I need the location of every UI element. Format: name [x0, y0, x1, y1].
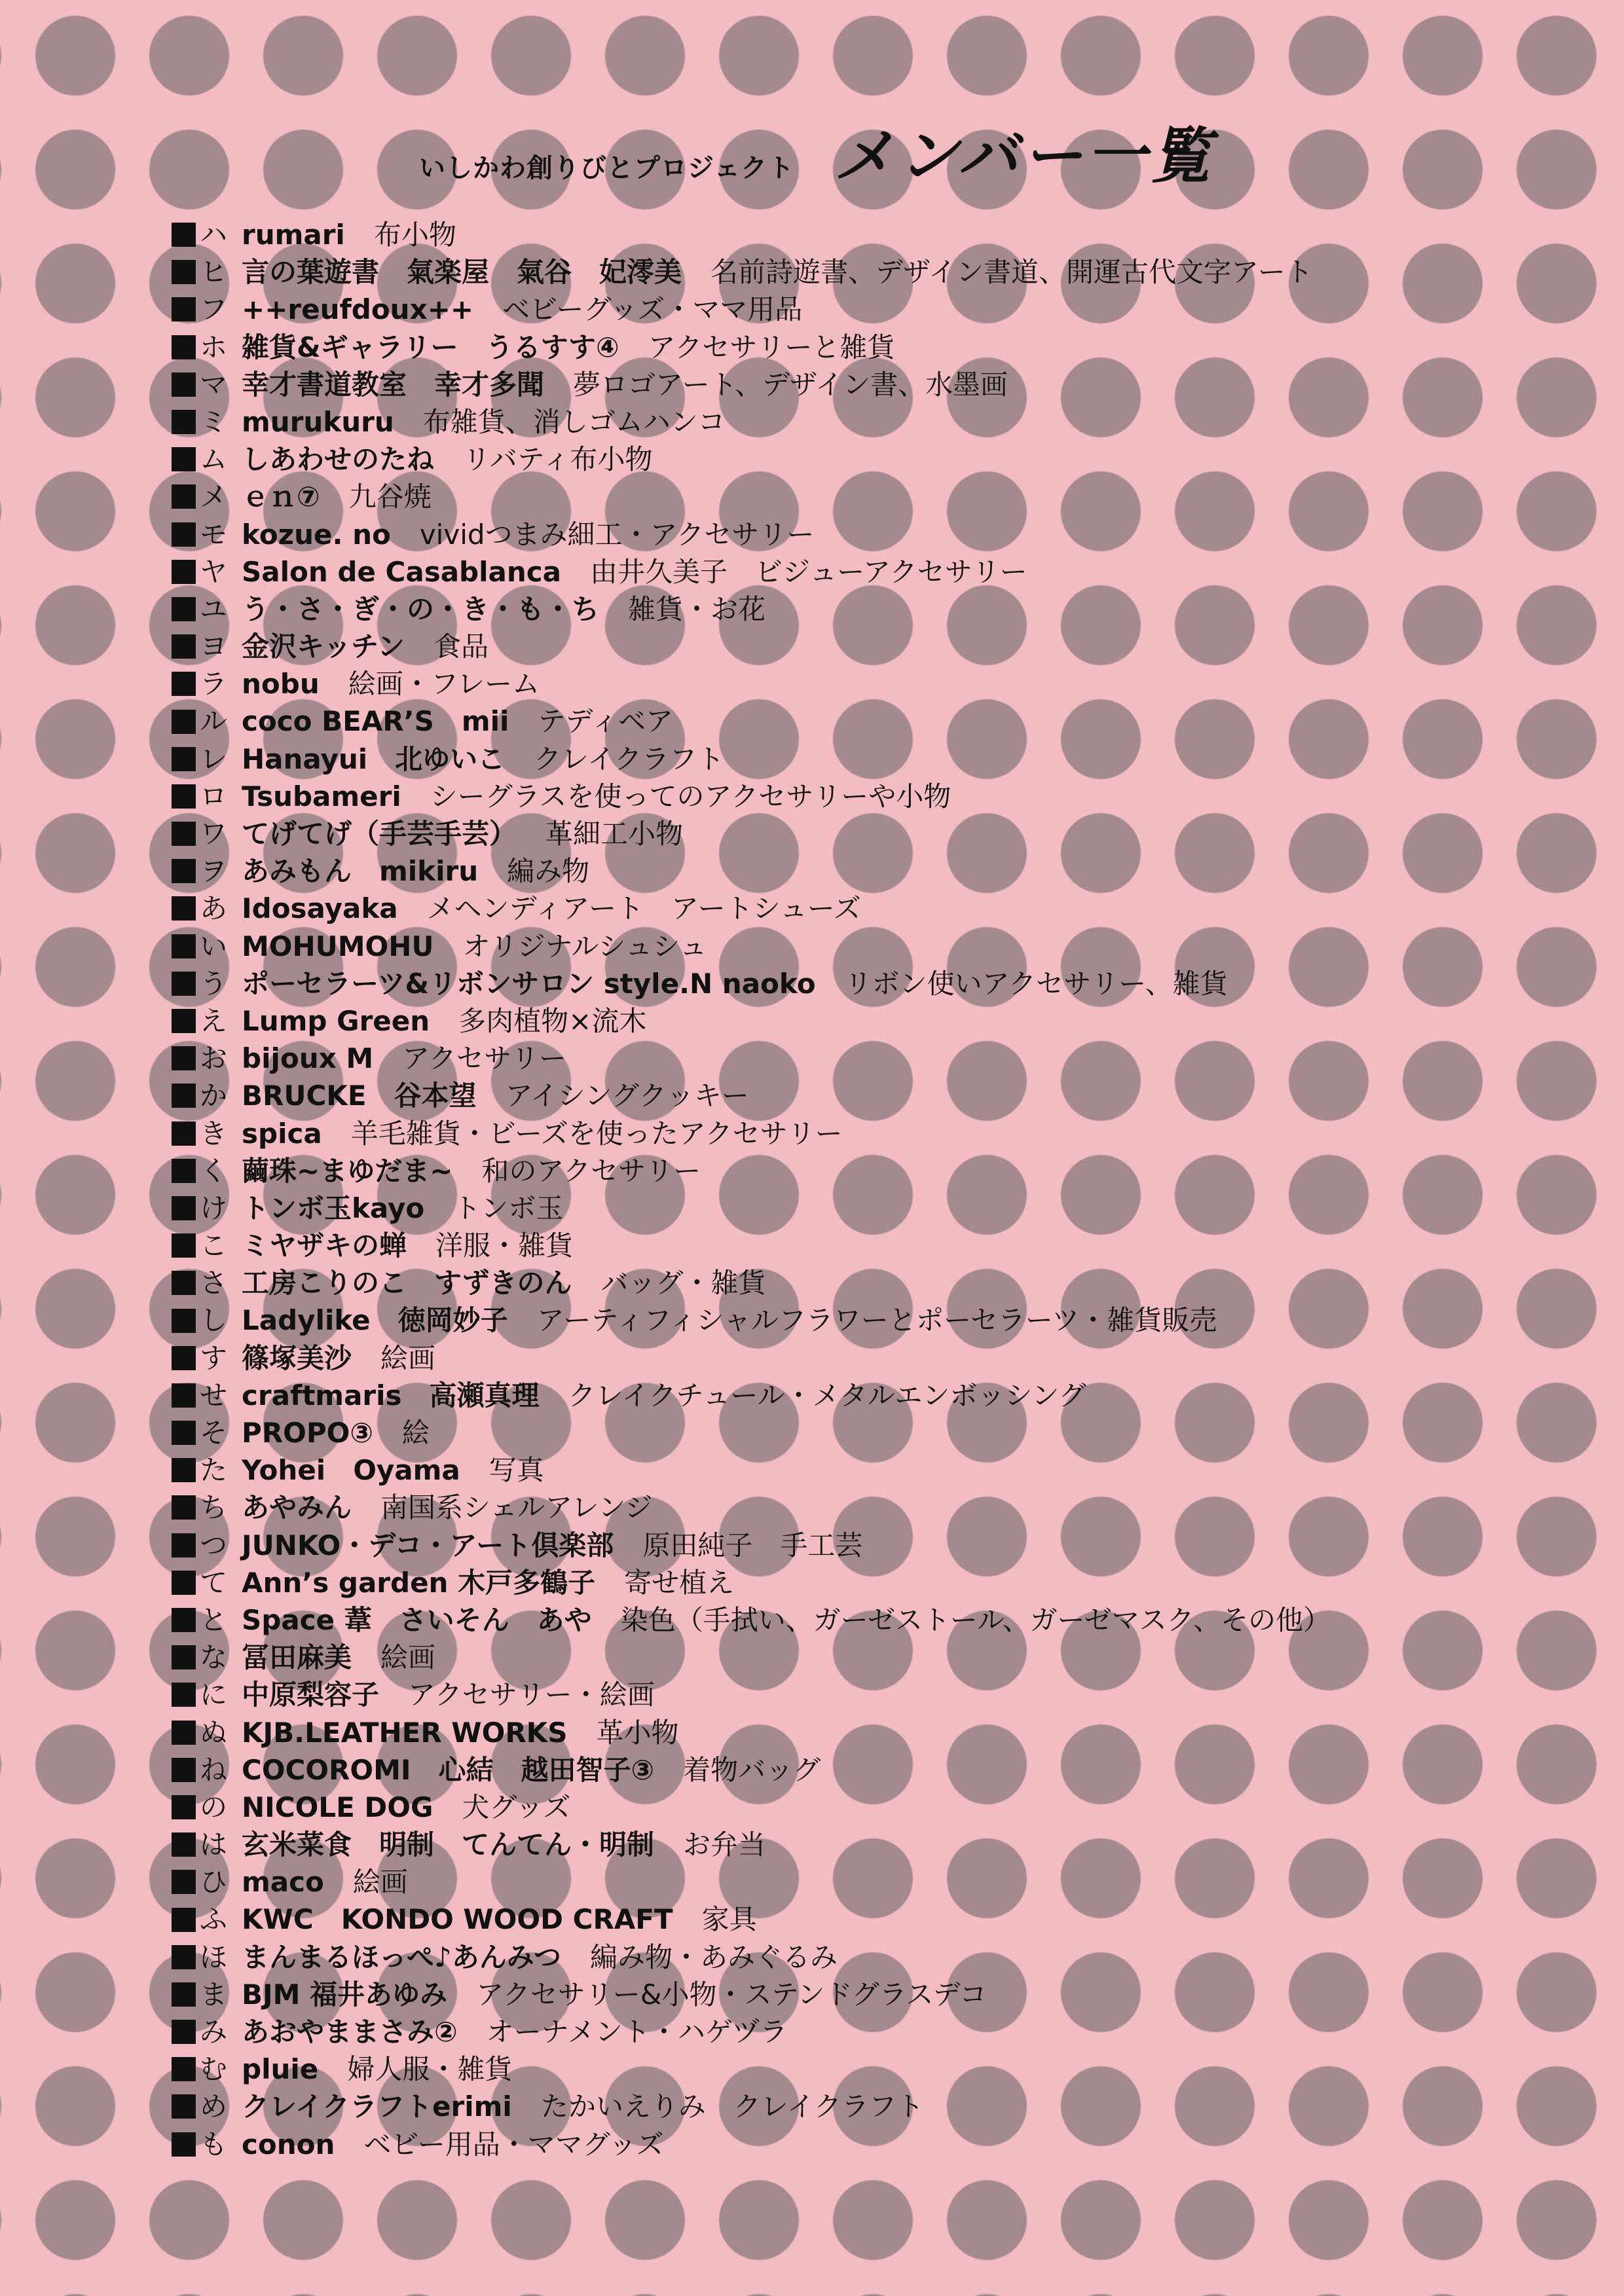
- member-index-kana: ミ: [200, 405, 228, 438]
- member-name: 篠塚美沙: [242, 1341, 352, 1374]
- member-index-kana: フ: [200, 293, 228, 326]
- member-name: NICOLE DOG: [242, 1791, 434, 1823]
- member-description: 革小物: [596, 1716, 679, 1749]
- member-row: [172, 740, 1331, 778]
- member-index-kana: ユ: [200, 592, 228, 625]
- member-name: MOHUMOHU: [242, 930, 434, 962]
- member-description: アーティフィシャルフラワーとポーセラーツ・雑貨販売: [536, 1304, 1217, 1337]
- square-bullet-icon: [172, 2020, 196, 2044]
- member-index-kana: た: [200, 1454, 228, 1487]
- member-row: [172, 291, 1331, 328]
- member-description: リボン使いアクセサリー、雑貨: [844, 967, 1228, 1000]
- member-description: 名前詩遊書、デザイン書道、開運古代文字アート: [710, 256, 1313, 289]
- member-description: アクセサリー・絵画: [408, 1679, 655, 1711]
- member-description: 家具: [701, 1903, 757, 1936]
- member-index-kana: ひ: [200, 1866, 228, 1899]
- square-bullet-icon: [172, 859, 196, 883]
- member-row: [172, 1002, 1331, 1040]
- member-index-kana: ヨ: [200, 630, 228, 663]
- member-description: 着物バッグ: [683, 1753, 821, 1786]
- member-description: アイシングクッキー: [505, 1080, 749, 1112]
- member-description: 婦人服・雑貨: [347, 2053, 513, 2086]
- member-name: BRUCKE 谷本望: [242, 1080, 477, 1112]
- member-description: 編み物・あみぐるみ: [589, 1941, 838, 1973]
- member-description: シーグラスを使ってのアクセサリーや小物: [430, 780, 951, 812]
- square-bullet-icon: [172, 784, 196, 809]
- square-bullet-icon: [172, 1870, 196, 1894]
- member-row: [172, 1901, 1331, 1938]
- member-index-kana: ワ: [200, 818, 228, 850]
- member-description: たかいえりみ クレイクラフト: [540, 2090, 924, 2123]
- square-bullet-icon: [172, 634, 196, 659]
- member-index-kana: ハ: [200, 219, 228, 251]
- member-row: [172, 2126, 1331, 2163]
- square-bullet-icon: [172, 522, 196, 547]
- member-name: 言の葉遊書 氣楽屋 氣谷 妃澪美: [242, 256, 682, 289]
- member-name: craftmaris 高瀬真理: [242, 1379, 540, 1412]
- member-index-kana: さ: [200, 1267, 228, 1300]
- member-index-kana: の: [200, 1791, 228, 1823]
- member-index-kana: な: [200, 1641, 228, 1674]
- member-name: 工房こりのこ すずきのん: [242, 1267, 572, 1300]
- member-index-kana: モ: [200, 518, 228, 551]
- member-name: 金沢キッチン: [242, 630, 405, 663]
- member-description: テディベア: [538, 705, 674, 738]
- member-description: 編み物: [507, 855, 590, 888]
- member-index-kana: ヒ: [200, 256, 228, 289]
- member-name: トンボ玉kayo: [242, 1192, 425, 1224]
- member-name: PROPO③: [242, 1417, 373, 1449]
- member-name: KWC KONDO WOOD CRAFT: [242, 1903, 673, 1936]
- member-index-kana: ル: [200, 705, 228, 738]
- member-description: お弁当: [683, 1829, 766, 1861]
- member-row: [172, 441, 1331, 478]
- member-index-kana: メ: [200, 481, 228, 513]
- member-row: [172, 1527, 1331, 1564]
- member-description: 革細工小物: [545, 818, 684, 850]
- member-description: オーナメント・ハゲヅラ: [486, 2016, 788, 2048]
- member-row: [172, 1789, 1331, 1826]
- member-name: Salon de Casablanca: [242, 555, 561, 588]
- member-row: [172, 553, 1331, 591]
- member-description: 染色（手拭い、ガーゼストール、ガーゼマスク、その他）: [620, 1603, 1331, 1636]
- square-bullet-icon: [172, 1721, 196, 1745]
- square-bullet-icon: [172, 1196, 196, 1220]
- member-row: [172, 1863, 1331, 1901]
- square-bullet-icon: [172, 1346, 196, 1370]
- square-bullet-icon: [172, 896, 196, 920]
- square-bullet-icon: [172, 934, 196, 958]
- member-description: 絵画: [352, 1866, 408, 1899]
- member-index-kana: ふ: [200, 1903, 228, 1936]
- square-bullet-icon: [172, 1945, 196, 1969]
- member-index-kana: ヲ: [200, 855, 228, 888]
- square-bullet-icon: [172, 1159, 196, 1183]
- member-name: KJB.LEATHER WORKS: [242, 1716, 568, 1749]
- member-index-kana: し: [200, 1304, 228, 1337]
- square-bullet-icon: [172, 1233, 196, 1258]
- member-description: 原田純子 手工芸: [642, 1529, 863, 1561]
- member-description: 寄せ植え: [624, 1566, 735, 1599]
- square-bullet-icon: [172, 1084, 196, 1108]
- member-name: あやみん: [242, 1491, 352, 1524]
- member-index-kana: ロ: [200, 780, 228, 812]
- member-list-heading: メンバー一覧: [834, 120, 1215, 191]
- square-bullet-icon: [172, 410, 196, 434]
- member-description: 布小物: [373, 219, 456, 251]
- member-index-kana: ほ: [200, 1941, 228, 1973]
- member-index-kana: ラ: [200, 668, 228, 701]
- member-description: 食品: [434, 630, 489, 663]
- member-index-kana: い: [200, 930, 228, 962]
- member-description: アクセサリーと雑貨: [648, 331, 895, 363]
- member-index-kana: つ: [200, 1529, 228, 1561]
- square-bullet-icon: [172, 447, 196, 471]
- square-bullet-icon: [172, 260, 196, 284]
- member-index-kana: め: [200, 2090, 228, 2123]
- square-bullet-icon: [172, 1982, 196, 2007]
- member-row: [172, 1826, 1331, 1863]
- member-description: 絵画・フレーム: [348, 668, 540, 701]
- member-index-kana: ホ: [200, 331, 228, 363]
- member-row: [172, 1939, 1331, 1976]
- square-bullet-icon: [172, 223, 196, 247]
- member-row: [172, 928, 1331, 965]
- member-row: [172, 516, 1331, 553]
- member-description: 羊毛雑貨・ビーズを使ったアクセサリー: [350, 1117, 843, 1150]
- member-index-kana: は: [200, 1829, 228, 1861]
- member-description: 絵画: [380, 1641, 436, 1674]
- member-description: ベビーグッズ・ママ用品: [502, 293, 803, 326]
- member-index-kana: ち: [200, 1491, 228, 1524]
- member-name: 繭珠~まゆだま~: [242, 1154, 453, 1187]
- member-row: [172, 2013, 1331, 2050]
- square-bullet-icon: [172, 1495, 196, 1520]
- member-description: 写真: [489, 1454, 544, 1487]
- member-index-kana: お: [200, 1042, 228, 1075]
- member-row: [172, 1676, 1331, 1713]
- member-name: 玄米菜食 明制 てんてん・明制: [242, 1829, 655, 1861]
- member-row: [172, 965, 1331, 1002]
- member-description: ベビー用品・ママグッズ: [363, 2128, 664, 2160]
- member-name: Tsubameri: [242, 780, 401, 812]
- member-name: COCOROMI 心結 越田智子③: [242, 1753, 655, 1786]
- member-name: conon: [242, 2128, 335, 2160]
- member-row: [172, 366, 1331, 403]
- member-row: [172, 1714, 1331, 1751]
- square-bullet-icon: [172, 1383, 196, 1408]
- member-name: nobu: [242, 668, 320, 701]
- member-description: 由井久美子 ビジューアクセサリー: [589, 555, 1027, 588]
- member-name: あおやままさみ②: [242, 2016, 458, 2048]
- square-bullet-icon: [172, 1758, 196, 1782]
- member-index-kana: き: [200, 1117, 228, 1150]
- member-name: てげてげ（手芸手芸）: [242, 818, 517, 850]
- member-row: [172, 591, 1331, 628]
- member-row: [172, 1451, 1331, 1489]
- member-name: 冨田麻美: [242, 1641, 352, 1674]
- member-description: 布雑貨、消しゴムハンコ: [422, 405, 726, 438]
- member-description: トンボ玉: [453, 1192, 564, 1224]
- member-row: [172, 1639, 1331, 1676]
- member-index-kana: み: [200, 2016, 228, 2048]
- member-row: [172, 815, 1331, 852]
- member-description: メヘンディアート アートシューズ: [426, 892, 861, 925]
- member-description: 夢ロゴアート、デザイン書、水墨画: [573, 368, 1008, 401]
- square-bullet-icon: [172, 1309, 196, 1333]
- member-name: Ladylike 徳岡妙子: [242, 1304, 508, 1337]
- member-row: [172, 1115, 1331, 1152]
- member-row: [172, 778, 1331, 815]
- member-name: coco BEAR’S mii: [242, 705, 509, 738]
- square-bullet-icon: [172, 1121, 196, 1146]
- member-index-kana: く: [200, 1154, 228, 1187]
- member-row: [172, 1302, 1331, 1339]
- member-row: [172, 403, 1331, 441]
- member-row: [172, 1414, 1331, 1451]
- member-description: 絵画: [380, 1341, 436, 1374]
- member-index-kana: す: [200, 1341, 228, 1374]
- member-row: [172, 1227, 1331, 1264]
- member-name: kozue. no: [242, 518, 391, 551]
- square-bullet-icon: [172, 1571, 196, 1595]
- member-name: BJM 福井あゆみ: [242, 1978, 448, 2011]
- member-description: 犬グッズ: [462, 1791, 571, 1823]
- member-row: [172, 2050, 1331, 2088]
- member-name: rumari: [242, 219, 345, 251]
- member-description: 九谷焼: [348, 481, 432, 513]
- member-name: Ann’s garden 木戸多鶴子: [242, 1566, 596, 1599]
- member-description: アクセサリー: [402, 1042, 566, 1075]
- member-index-kana: ね: [200, 1753, 228, 1786]
- member-list: [172, 216, 1331, 2163]
- member-index-kana: と: [200, 1603, 228, 1636]
- member-index-kana: あ: [200, 892, 228, 925]
- square-bullet-icon: [172, 335, 196, 359]
- member-row: [172, 478, 1331, 515]
- square-bullet-icon: [172, 597, 196, 621]
- member-description: 雑貨・お花: [628, 592, 766, 625]
- member-name: あみもん mikiru: [242, 855, 479, 888]
- member-description: 和のアクセサリー: [481, 1154, 701, 1187]
- member-index-kana: こ: [200, 1230, 228, 1262]
- member-index-kana: ま: [200, 1978, 228, 2011]
- member-row: [172, 1601, 1331, 1639]
- member-description: バッグ・雑貨: [600, 1267, 766, 1300]
- member-name: しあわせのたね: [242, 443, 435, 476]
- member-row: [172, 665, 1331, 702]
- member-row: [172, 1264, 1331, 1302]
- member-name: maco: [242, 1866, 324, 1899]
- member-index-kana: ぬ: [200, 1716, 228, 1749]
- member-name: まんまるほっぺ♪あんみつ: [242, 1941, 561, 1973]
- member-row: [172, 702, 1331, 740]
- member-row: [172, 2088, 1331, 2125]
- member-row: [172, 1190, 1331, 1227]
- member-index-kana: け: [200, 1192, 228, 1224]
- square-bullet-icon: [172, 672, 196, 696]
- square-bullet-icon: [172, 2057, 196, 2081]
- member-row: [172, 1377, 1331, 1414]
- member-description: クレイクラフト: [534, 742, 725, 775]
- member-index-kana: も: [200, 2128, 228, 2160]
- project-name: いしかわ創りびとプロジェクト: [419, 153, 795, 183]
- member-index-kana: レ: [200, 742, 228, 775]
- member-index-kana: に: [200, 1679, 228, 1711]
- member-description: vividつまみ細工・アクセサリー: [419, 518, 815, 551]
- member-description: クレイクチュール・メタルエンボッシング: [568, 1379, 1086, 1412]
- member-index-kana: ム: [200, 443, 228, 476]
- square-bullet-icon: [172, 1458, 196, 1482]
- member-row: [172, 253, 1331, 291]
- member-name: ミヤザキの蝉: [242, 1230, 407, 1262]
- square-bullet-icon: [172, 972, 196, 996]
- square-bullet-icon: [172, 1908, 196, 1932]
- square-bullet-icon: [172, 1645, 196, 1669]
- member-name: JUNKO・デコ・アート倶楽部: [242, 1529, 614, 1561]
- member-row: [172, 1040, 1331, 1077]
- member-row: [172, 1564, 1331, 1601]
- member-index-kana: か: [200, 1080, 228, 1112]
- member-index-kana: そ: [200, 1417, 228, 1449]
- member-name: Yohei Oyama: [242, 1454, 460, 1487]
- page-title: [419, 108, 1215, 194]
- square-bullet-icon: [172, 747, 196, 771]
- member-row: [172, 329, 1331, 366]
- square-bullet-icon: [172, 2094, 196, 2119]
- member-name: spica: [242, 1117, 322, 1150]
- member-row: [172, 1976, 1331, 2013]
- member-row: [172, 1152, 1331, 1190]
- member-row: [172, 852, 1331, 890]
- member-row: [172, 1339, 1331, 1377]
- square-bullet-icon: [172, 373, 196, 397]
- member-row: [172, 628, 1331, 665]
- member-name: う・さ・ぎ・の・き・も・ち: [242, 592, 600, 625]
- member-row: [172, 1077, 1331, 1114]
- square-bullet-icon: [172, 1009, 196, 1033]
- member-name: 中原梨容子: [242, 1679, 380, 1711]
- member-name: bijoux M: [242, 1042, 374, 1075]
- member-description: 南国系シェルアレンジ: [380, 1491, 653, 1524]
- square-bullet-icon: [172, 560, 196, 584]
- member-row: [172, 216, 1331, 253]
- member-index-kana: え: [200, 1004, 228, 1037]
- square-bullet-icon: [172, 1533, 196, 1558]
- square-bullet-icon: [172, 484, 196, 509]
- member-description: リバティ布小物: [463, 443, 653, 476]
- member-name: Idosayaka: [242, 892, 398, 925]
- member-name: Space 葦 さいそん あや: [242, 1603, 592, 1636]
- member-description: 多肉植物×流木: [458, 1004, 647, 1037]
- member-description: オリジナルシュシュ: [462, 930, 707, 962]
- square-bullet-icon: [172, 2132, 196, 2157]
- member-name: pluie: [242, 2053, 319, 2086]
- member-row: [172, 890, 1331, 927]
- member-name: Hanayui 北ゆいこ: [242, 742, 506, 775]
- member-name: Lump Green: [242, 1004, 430, 1037]
- member-index-kana: マ: [200, 368, 228, 401]
- square-bullet-icon: [172, 822, 196, 846]
- member-description: 洋服・雑貨: [435, 1230, 574, 1262]
- square-bullet-icon: [172, 1046, 196, 1070]
- member-name: 雑貨&ギャラリー うるすす④: [242, 331, 619, 363]
- member-description: アクセサリー&小物・ステンドグラスデコ: [476, 1978, 987, 2011]
- member-index-kana: ヤ: [200, 555, 228, 588]
- member-name: ｅｎ⑦: [242, 481, 320, 513]
- member-description: 絵: [401, 1417, 430, 1449]
- member-name: クレイクラフトerimi: [242, 2090, 512, 2123]
- member-row: [172, 1751, 1331, 1789]
- member-name: ++reufdoux++: [242, 293, 474, 326]
- member-name: ポーセラーツ&リボンサロン style.N naoko: [242, 967, 816, 1000]
- square-bullet-icon: [172, 1683, 196, 1707]
- member-index-kana: せ: [200, 1379, 228, 1412]
- member-index-kana: う: [200, 967, 228, 1000]
- square-bullet-icon: [172, 1795, 196, 1819]
- member-name: murukuru: [242, 405, 394, 438]
- member-name: 幸才書道教室 幸才多聞: [242, 368, 545, 401]
- square-bullet-icon: [172, 1271, 196, 1295]
- member-index-kana: む: [200, 2053, 228, 2086]
- member-row: [172, 1489, 1331, 1526]
- square-bullet-icon: [172, 1421, 196, 1445]
- square-bullet-icon: [172, 1608, 196, 1632]
- square-bullet-icon: [172, 1832, 196, 1857]
- square-bullet-icon: [172, 710, 196, 734]
- square-bullet-icon: [172, 297, 196, 321]
- member-index-kana: て: [200, 1566, 228, 1599]
